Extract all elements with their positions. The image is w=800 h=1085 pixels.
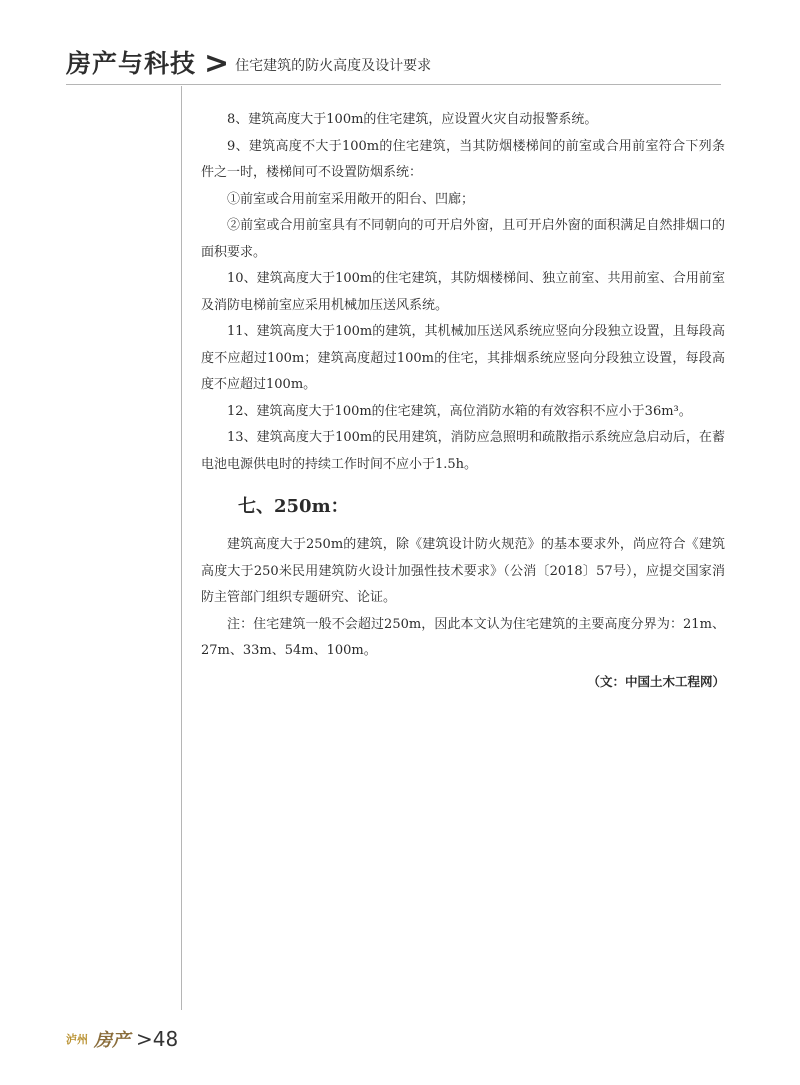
header-rule (66, 84, 721, 85)
page-footer (66, 1026, 178, 1052)
column-brand: 房产与科技 (66, 49, 197, 78)
margin-rule (181, 86, 182, 1010)
paragraph-item-11: 11、建筑高度大于100m的建筑，其机械加压送风系统应竖向分段独立设置，且每段高度不应超过100m；建筑高度超过100m的住宅，其排烟系统应竖向分段独立设置，每段高度不应超过100m。 (201, 324, 725, 392)
paragraph-item-12: 12、建筑高度大于100m的住宅建筑，高位消防水箱的有效容积不应小于36m³。 (227, 403, 692, 419)
magazine-logo: 房产 (94, 1030, 130, 1051)
paragraph-item-8: 8、建筑高度大于100m的住宅建筑，应设置火灾自动报警系统。 (227, 112, 598, 127)
paragraph-note: 注：住宅建筑一般不会超过250m，因此本文认为住宅建筑的主要高度分界为：21m、27m、33m、54m、100m。 (201, 616, 725, 658)
paragraph-250m-requirement: 建筑高度大于250m的建筑，除《建筑设计防火规范》的基本要求外，尚应符合《建筑高度大于250米民用建筑防火设计加强性技术要求》（公消〔2018〕57号），应提交国家消防主管部门组织专题研究、论证。 (201, 537, 725, 605)
paragraph-item-9-1: ①前室或合用前室采用敞开的阳台、凹廊； (227, 191, 475, 207)
page-number: >48 (136, 1027, 179, 1051)
paragraph-item-9-2: ②前室或合用前室具有不同朝向的可开启外窗，且可开启外窗的面积满足自然排烟口的面积要求。 (201, 218, 725, 260)
article-body (201, 107, 725, 695)
paragraph-item-13: 13、建筑高度大于100m的民用建筑，消防应急照明和疏散指示系统应急启动后，在蓄电池电源供电时的持续工作时间不应小于1.5h。 (201, 430, 725, 472)
footer-city: 泸州 (66, 1033, 88, 1046)
source-credit: （文：中国土木工程网） (587, 673, 725, 689)
article-title: 住宅建筑的防火高度及设计要求 (235, 58, 432, 74)
chevron-right-icon: > (204, 46, 230, 81)
paragraph-item-9: 9、建筑高度不大于100m的住宅建筑，当其防烟楼梯间的前室或合用前室符合下列条件之一时，楼梯间可不设置防烟系统： (201, 138, 725, 180)
paragraph-item-10: 10、建筑高度大于100m的住宅建筑，其防烟楼梯间、独立前室、共用前室、合用前室及消防电梯前室应采用机械加压送风系统。 (201, 271, 725, 313)
page-header (66, 40, 431, 84)
section-heading-250m: 七、250m： (238, 496, 349, 517)
